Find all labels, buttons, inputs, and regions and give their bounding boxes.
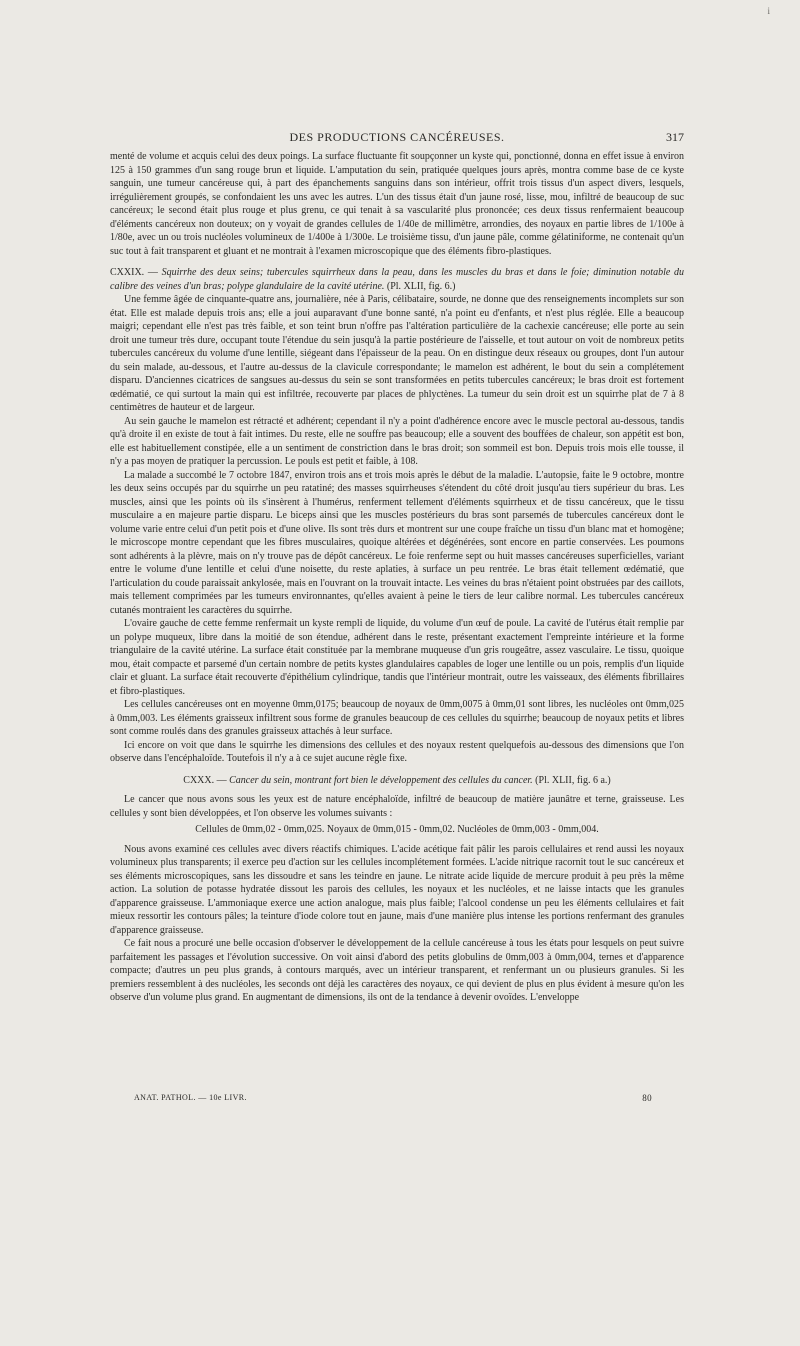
observation-title: Cancer du sein, montrant fort bien le développement des cellules du cancer. [229, 774, 533, 786]
paragraph: menté de volume et acquis celui des deux poings. La surface fluctuante fit soupçonner un kyste qui, ponctionné, donna en effet issue à environ 125 à 150 grammes d'un sang rouge brun et liquide. L'amputation du sein, pratiquée quelques jours après, montra comme base de ce kyste sanguin, une tumeur cancéreuse qui, à part des épanchements sanguins dans son intérieur, offrit trois tissus d'un aspect divers, lesquels, irrégulièrement groupés, se confondaient les uns avec les autres. L'un des tissus était d'un jaune rosé, lisse, mou, infiltré de beaucoup de suc cancéreux; le second était plus rouge et plus grenu, ce qui tenait à sa vascularité plus prononcée; ces deux tissus renfermaient beaucoup d'éléments cancéreux non douteux; on y voyait de grandes cellules de 1/40e de millimètre, arrondies, des noyaux en partie libres de 1/100e à 1/80e, avec un ou trois nucléoles volumineux de 1/400e à 1/300e. Le troisième tissu, d'un jaune pâle, comme gélatiniforme, ne contenait qu'un suc tout à fait transparent et gluant et ne montrait à l'examen microscopique que des éléments fibro-plastiques. [110, 151, 684, 257]
observation-dash: — [144, 267, 162, 278]
page-number: 317 [666, 130, 684, 144]
paragraph: Le cancer que nous avons sous les yeux est de nature encéphaloïde, infiltré de beaucoup de matière jaunâtre et terne, graisseuse. Les cellules y sont bien développées, et l'on observe les volumes suivants : [110, 794, 684, 819]
observation-heading [110, 774, 684, 788]
signature-mark: ANAT. PATHOL. — 10e LIVR. [134, 1093, 247, 1102]
corner-mark: i [767, 6, 770, 16]
observation-title: Squirrhe des deux seins; tubercules squirrheux dans la peau, dans les muscles du bras et dans le foie; diminution notable du calibre des veines d'un bras; polype glandulaire de la cavité utérine. [110, 267, 685, 292]
paragraph: Ici encore on voit que dans le squirrhe les dimensions des cellules et des noyaux restent quelquefois au-dessous des dimensions que l'on observe dans l'encéphaloïde. Toutefois il n'y a à ce sujet aucune règle fixe. [110, 739, 684, 764]
measurements-line: Cellules de 0mm,02 - 0mm,025. Noyaux de 0mm,015 - 0mm,02. Nucléoles de 0mm,003 - 0mm,004. [195, 824, 599, 835]
paragraph: Une femme âgée de cinquante-quatre ans, journalière, née à Paris, célibataire, sourde, ne donne que des renseignements incomplets sur son état. Elle est malade depuis trois ans; elle a joui auparavant d'une bonne santé, n'a point eu d'enfants, et n'est plus réglée. Elle a beaucoup maigri; cependant elle n'est pas très faible, et son teint brun n'offre pas l'altération particulière de la cachexie cancéreuse; elle porte au sein droit une tumeur très dure, occupant toute l'étendue du sein jusqu'à la partie postérieure de l'aisselle, et tout autour on voit de nombreux petits tubercules cancéreux du volume d'une lentille, siégeant dans l'épaisseur de la peau. On en distingue deux réseaux ou groupes, dont l'un autour du sein malade, au-dessous, et l'autre au-dessus de la clavicule correspondante; le mamelon est adhérent, le bout du sein a complétement disparu. D'anciennes cicatrices de sangsues au-dessus du sein se sont transformées en petits tubercules cancéreux; le bras droit est fortement œdématié, ce qui surtout la main qui est infiltrée, recouverte par places de phlyctènes. La tumeur du sein droit est un squirrhe plat de 7 à 8 centimètres de hauteur et de largeur. [110, 294, 684, 413]
paragraph: Nous avons examiné ces cellules avec divers réactifs chimiques. L'acide acétique fait pâlir les parois cellulaires et rend aussi les noyaux volumineux plus transparents; il exerce peu d'action sur les cellules incomplétement formées. L'acide nitrique racornit tout le suc cancéreux et ses éléments microscopiques, sans les dissoudre et sans les teindre en jaune. Le nitrate acide liquide de mercure produit à peu près la même action. La solution de potasse hydratée dissout les parois des cellules, les noyaux et les nucléoles, et ne laisse intacts que les granules d'apparence graisseuse. L'ammoniaque exerce une action analogue, mais plus faible; l'alcool condense un peu les éléments cellulaires et fait mieux ressortir les contours pâles; la teinture d'iode colore tout en jaune, mais d'une manière plus intense les portions renfermant des granules d'apparence graisseuse. [110, 843, 684, 936]
paragraph: Les cellules cancéreuses ont en moyenne 0mm,0175; beaucoup de noyaux de 0mm,0075 à 0mm,01 sont libres, les nucléoles ont 0mm,025 à 0mm,003. Les éléments graisseux infiltrent sous forme de granules beaucoup de ces cellules du squirrhe; beaucoup de noyaux petits et libres sont comme roulés dans des granules graisseux attachés à leur surface. [110, 699, 684, 737]
paragraph: Au sein gauche le mamelon est rétracté et adhérent; cependant il n'y a point d'adhérence encore avec le muscle pectoral au-dessous, tandis qu'à droite il en existe de tout à fait intimes. Du reste, elle ne souffre pas beaucoup; elle a souvent des bouffées de chaleur, son appétit est bon, elle est habituellement constipée, elle a un sentiment de constriction dans le bras droit; son sommeil est bon. Depuis trois mois elle tousse, il n'y a pas moyen de pratiquer la percussion. Le pouls est petit et faible, à 108. [110, 415, 684, 467]
plate-reference: (Pl. XLII, fig. 6 a.) [532, 774, 611, 786]
observation-number: CXXIX. [110, 267, 145, 278]
paragraph: La malade a succombé le 7 octobre 1847, environ trois ans et trois mois après le début de la maladie. L'autopsie, faite le 9 octobre, montre les deux seins occupés par du squirrhe un peu ratatiné; des masses squirrheuses s'étendent du côté droit jusqu'au tiers supérieur du bras. Les muscles, ainsi que les points où ils s'insèrent à l'humérus, renferment tellement d'éléments squirrheux et de tissu cancéreux, que le tissu musculaire a en majeure partie disparu. Le biceps ainsi que les muscles postérieurs du bras sont parsemés de tubercules cancéreux dont le volume varie entre celui d'un petit pois et d'une olive. Ils sont très durs et montrent sur une coupe fraîche un tissu d'un blanc mat et homogène; le microscope montre cependant que les fibres musculaires, quoique altérées et dégénérées, sont encore en partie conservées. Les poumons sont adhérents à la plèvre, mais on n'y trouve pas de dépôt cancéreux. Le foie renferme sept ou huit masses cancéreuses superficielles, variant entre le volume d'une lentille et celui d'une noisette, du reste aplaties, à surface un peu rentrée. Le bras était tellement œdématié, que l'articulation du coude paraissait ankylosée, mais en l'ouvrant on la trouvait intacte. Les veines du bras n'étaient point obstruées par des caillots, mais tellement comprimées par les tumeurs environnantes, qu'elles avaient à peine le tiers de leur calibre normal. Les tubercules cancéreux cutanés montraient les caractères du squirrhe. [110, 469, 684, 616]
page-body [110, 150, 684, 1005]
observation-dash: — [214, 774, 230, 786]
plate-reference: (Pl. XLII, fig. 6.) [384, 280, 456, 292]
observation-number: CXXX. [183, 774, 215, 786]
observation-heading [110, 266, 684, 293]
paragraph: L'ovaire gauche de cette femme renfermait un kyste rempli de liquide, du volume d'un œuf de poule. La cavité de l'utérus était remplie par un polype muqueux, libre dans la moitié de son étendue, adhérent dans le reste, présentant exactement l'empreinte intérieure et la forme triangulaire de la cavité utérine. La surface était constituée par la membrane muqueuse d'un gris rougeâtre, assez vasculaire. Le tissu, quoique mou, était compacte et parsemé d'un certain nombre de petits kystes glandulaires capables de loger une lentille ou un pois, remplis d'un liquide clair et gluant. La surface était recouverte d'épithélium cylindrique, tandis que l'intérieur montrait, outre les vaisseaux, des éléments fibrillaires et fibro-plastiques. [110, 618, 684, 697]
page-header [110, 130, 684, 144]
paragraph: Ce fait nous a procuré une belle occasion d'observer le développement de la cellule cancéreuse à tous les états pour lesquels on peut suivre parfaitement les passages et l'évolution successive. On voit ainsi d'abord des petits globulins de 0mm,003 à 0mm,004, ternes et d'apparence compacte; d'autres un peu plus grands, à contours marqués, avec un intérieur transparent, et renfermant un ou plusieurs granules. Si les premiers ressemblent à des nucléoles, les seconds ont déjà les caractères des noyaux, ce qui devient de plus en plus évident à mesure qu'on les observe d'un volume plus grand. En augmentant de dimensions, ils ont de la tendance à devenir ovoïdes. L'enveloppe [110, 938, 684, 1003]
running-title: DES PRODUCTIONS CANCÉREUSES. [289, 130, 505, 144]
leaf-number: 80 [642, 1093, 652, 1103]
